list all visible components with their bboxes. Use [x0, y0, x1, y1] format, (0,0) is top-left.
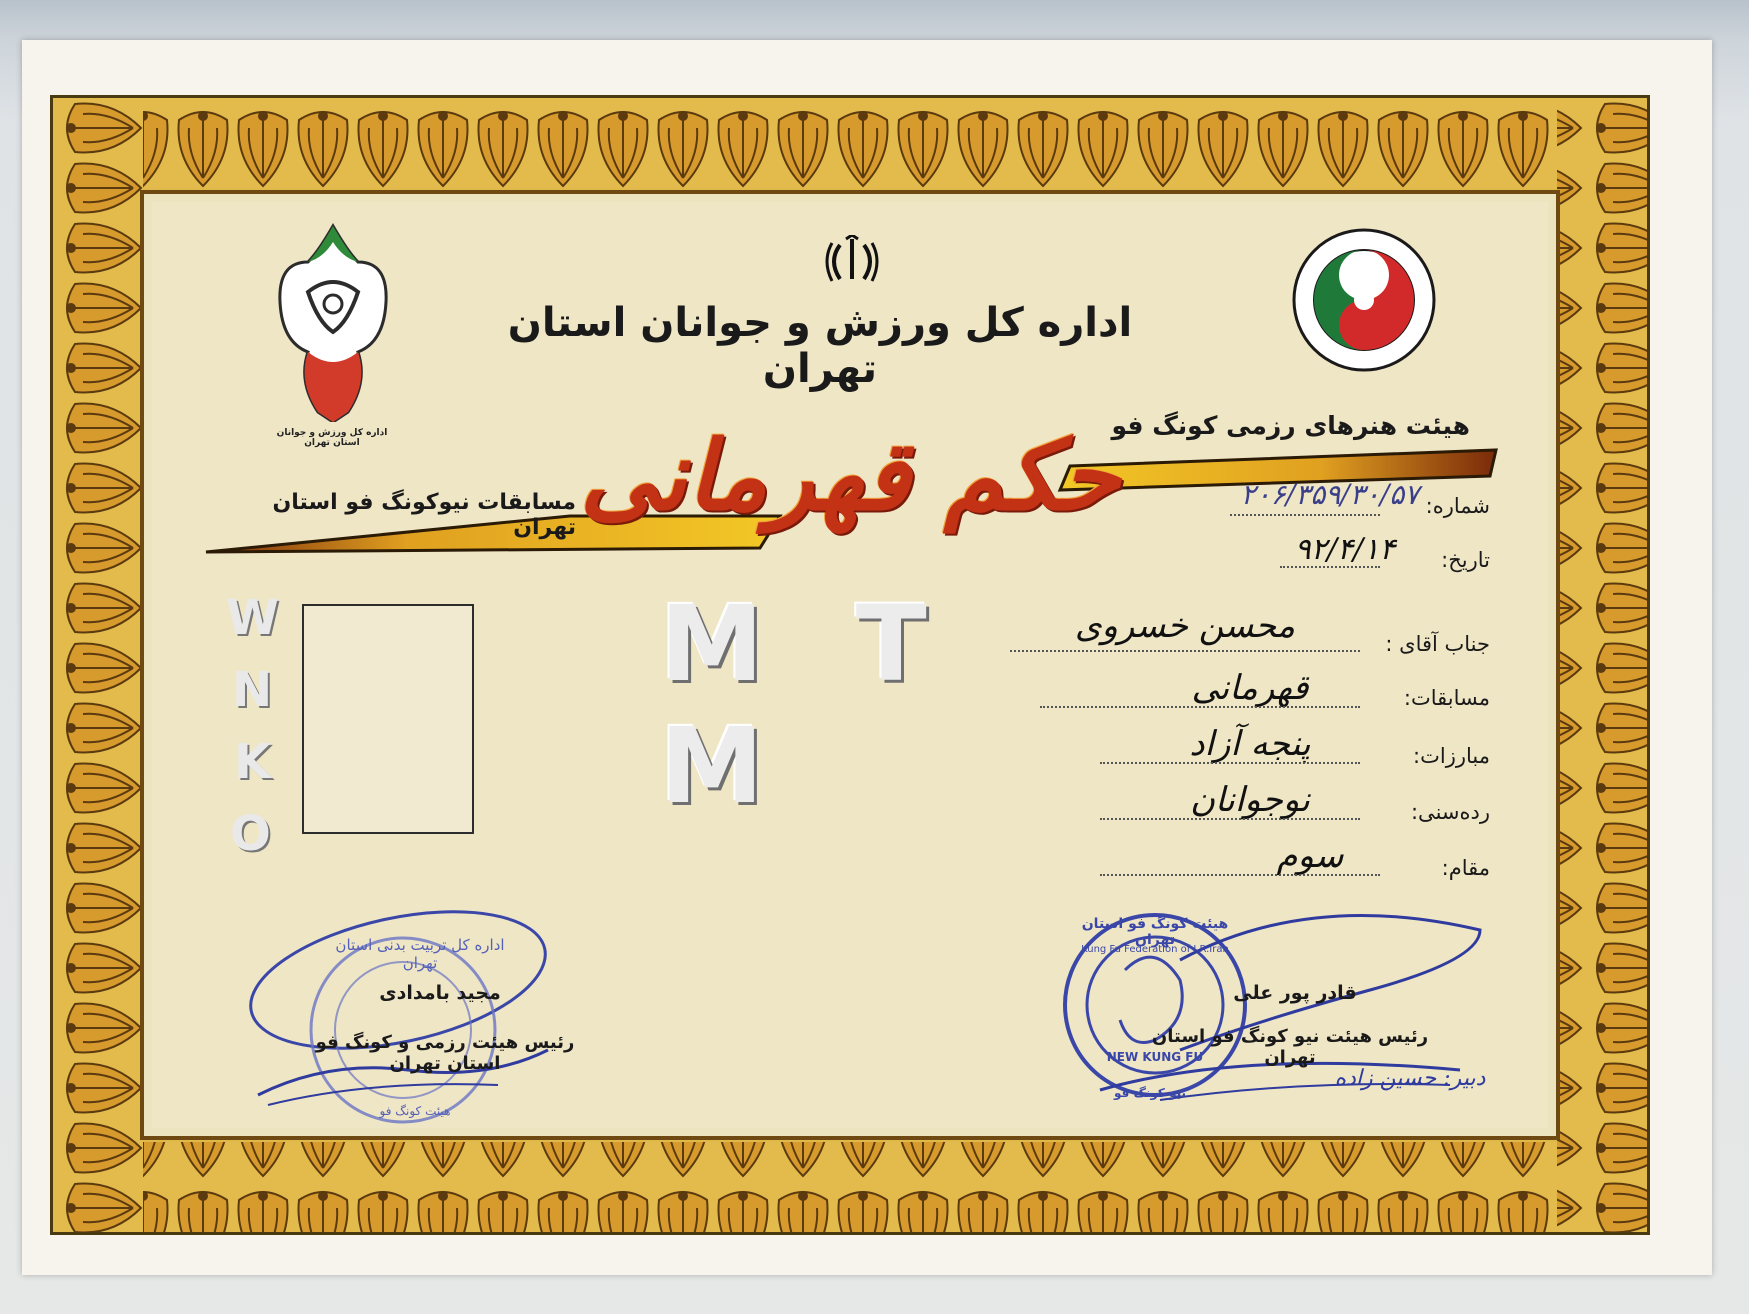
organization-title: اداره کل ورزش و جوانان استان تهران: [507, 300, 1133, 392]
left-signatory-title: رئیس هیئت رزمی و کونگ فو استان تهران: [315, 1032, 575, 1074]
name-dots: [1010, 650, 1360, 652]
rank-value: سوم: [1276, 836, 1344, 876]
age-label: رده‌سنی:: [1410, 800, 1490, 824]
match-value: پنجه آزاد: [1189, 724, 1311, 764]
competition-name: مسابقات نیوکونگ فو استان تهران: [272, 490, 576, 540]
date-dots: [1280, 566, 1380, 568]
right-signatory-title: رئیس هیئت نیو کونگ فو استان تهران: [1151, 1026, 1429, 1068]
number-label: شماره:: [1425, 494, 1490, 518]
number-dots: [1230, 514, 1380, 516]
rank-label: مقام:: [1441, 856, 1490, 880]
wnko-letter: W: [226, 590, 279, 646]
sports-ministry-logo: [268, 222, 398, 422]
age-value: نوجوانان: [1190, 780, 1310, 820]
competition-value: قهرمانی: [1191, 668, 1309, 708]
wnko-letter: N: [232, 662, 273, 718]
competition-label: مسابقات:: [1403, 686, 1490, 710]
right-stamp-text: هیئت کونگ فو استان تهران: [1081, 916, 1229, 948]
rank-dots: [1100, 874, 1380, 876]
photo-placeholder: [302, 604, 474, 834]
left-signatory-name: مجید بامدادی: [379, 982, 501, 1004]
mtm-logo-text: M T M: [660, 583, 955, 827]
number-value: ۲۰۶/۳۵۹/۳۰/۵۷: [1240, 478, 1420, 511]
wnko-letter: O: [230, 806, 271, 862]
match-dots: [1100, 762, 1360, 764]
left-stamp-bottom: هیئت کونگ فو: [379, 1104, 451, 1118]
kungfu-federation-logo: [1292, 228, 1436, 372]
secretary-signature: دبیر: حسین زاده: [1334, 1066, 1486, 1091]
date-value: ۹۲/۴/۱۴: [1294, 532, 1396, 567]
right-stamp-bottom: NEW KUNG FU: [1106, 1050, 1204, 1064]
right-stamp-inner: Kung Fu Federation of I.R.Iran: [1081, 944, 1229, 955]
age-dots: [1100, 818, 1360, 820]
wnko-letter: K: [234, 734, 272, 790]
board-name: هیئت هنرهای رزمی کونگ فو: [1111, 411, 1470, 440]
name-label: جناب آقای :: [1385, 632, 1490, 656]
left-stamp-text: اداره کل تربیت بدنی استان تهران: [335, 936, 505, 972]
name-value: محسن خسروی: [1074, 606, 1296, 646]
right-signatory-name: قادر پور علی: [1233, 982, 1357, 1004]
iran-emblem-icon: [822, 235, 882, 287]
date-label: تاریخ:: [1441, 548, 1490, 572]
left-logo-caption: اداره کل ورزش و جوانان استان تهران: [276, 428, 388, 448]
match-label: مبارزات:: [1413, 744, 1490, 768]
right-stamp-footer: نیو کونگ فو: [1114, 1086, 1186, 1100]
competition-dots: [1040, 706, 1360, 708]
certificate-title: حکم قهرمانی: [579, 420, 1121, 532]
